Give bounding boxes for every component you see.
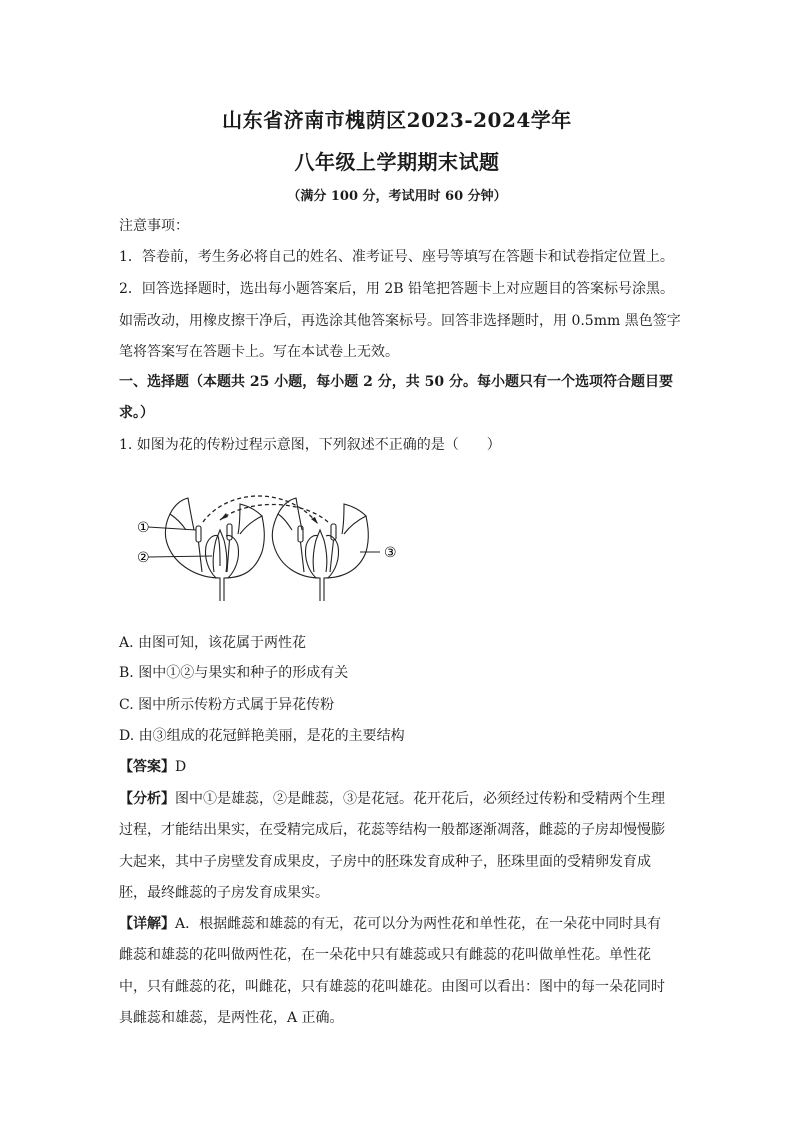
notes-line-2: 2．回答选择题时，选出每小题答案后，用 2B 铅笔把答题卡上对应题目的答案标号涂黑。 [119, 281, 675, 297]
label-1: ① [137, 520, 150, 536]
option-b: B. 图中①②与果实和种子的形成有关 [119, 665, 349, 681]
detail-line-1: 【详解】A．根据雌蕊和雄蕊的有无，花可以分为两性花和单性花，在一朵花中同时具有 [119, 916, 662, 932]
analysis-line-2: 过程，才能结出果实，在受精完成后，花蕊等结构一般都逐渐凋落，雌蕊的子房却慢慢膨 [119, 822, 665, 838]
analysis-line-4: 胚，最终雌蕊的子房发育成果实。 [119, 885, 329, 901]
option-c: C. 图中所示传粉方式属于异花传粉 [119, 697, 335, 713]
detail-line-4: 具雌蕊和雄蕊，是两性花，A 正确。 [119, 1010, 344, 1026]
answer-row [119, 757, 186, 777]
section-heading-line-2: 求。） [119, 405, 154, 421]
notes-line-4: 笔将答案写在答题卡上。写在本试卷上无效。 [119, 344, 399, 360]
notes-line-1: 1．答卷前，考生务必将自己的姓名、准考证号、座号等填写在答题卡和试卷指定位置上。 [119, 249, 674, 265]
arrow-head-left-icon [220, 513, 228, 520]
option-a: A. 由图可知，该花属于两性花 [119, 635, 307, 651]
answer-tag: 【答案】 [119, 759, 175, 775]
analysis-line-1: 【分析】图中①是雄蕊，②是雌蕊，③是花冠。花开花后，必须经过传粉和受精两个生理 [119, 791, 665, 807]
analysis-tag: 【分析】 [119, 791, 175, 807]
exam-score-time: （满分 100 分，考试用时 60 分钟） [287, 189, 507, 204]
analysis-line-3: 大起来，其中子房壁发育成果皮，子房中的胚珠发育成种子，胚珠里面的受精卵发育成 [119, 854, 651, 870]
question-stem: 1. 如图为花的传粉过程示意图，下列叙述不正确的是（ ） [119, 437, 501, 453]
label-3: ③ [384, 545, 397, 561]
answer-value: D [175, 759, 187, 775]
right-flower [272, 498, 368, 601]
arrow-head-right-icon [311, 517, 318, 524]
section-heading-line-1: 一、选择题（本题共 25 小题，每小题 2 分，共 50 分。每小题只有一个选项符合题目要 [119, 374, 673, 390]
option-d: D. 由③组成的花冠鲜艳美丽，是花的主要结构 [119, 728, 405, 744]
detail-line-2: 雌蕊和雄蕊的花叫做两性花，在一朵花中只有雄蕊或只有雌蕊的花叫做单性花。单性花 [119, 947, 651, 963]
pollination-diagram [128, 486, 418, 602]
notes-line-3: 如需改动，用橡皮擦干净后，再选涂其他答案标号。回答非选择题时，用 0.5mm 黑色签字 [119, 313, 681, 329]
detail-tag: 【详解】 [119, 916, 175, 932]
detail-line-3: 中，只有雌蕊的花，叫雌花，只有雄蕊的花叫雄花。由图可以看出：图中的每一朵花同时 [119, 979, 665, 995]
label-2: ② [137, 550, 150, 566]
pollination-arrows [203, 496, 328, 524]
notes-heading: 注意事项： [119, 218, 189, 234]
exam-subtitle: 八年级上学期期末试题 [294, 150, 500, 174]
left-flower [165, 498, 264, 601]
exam-title: 山东省济南市槐荫区2023-2024学年 [222, 108, 572, 132]
